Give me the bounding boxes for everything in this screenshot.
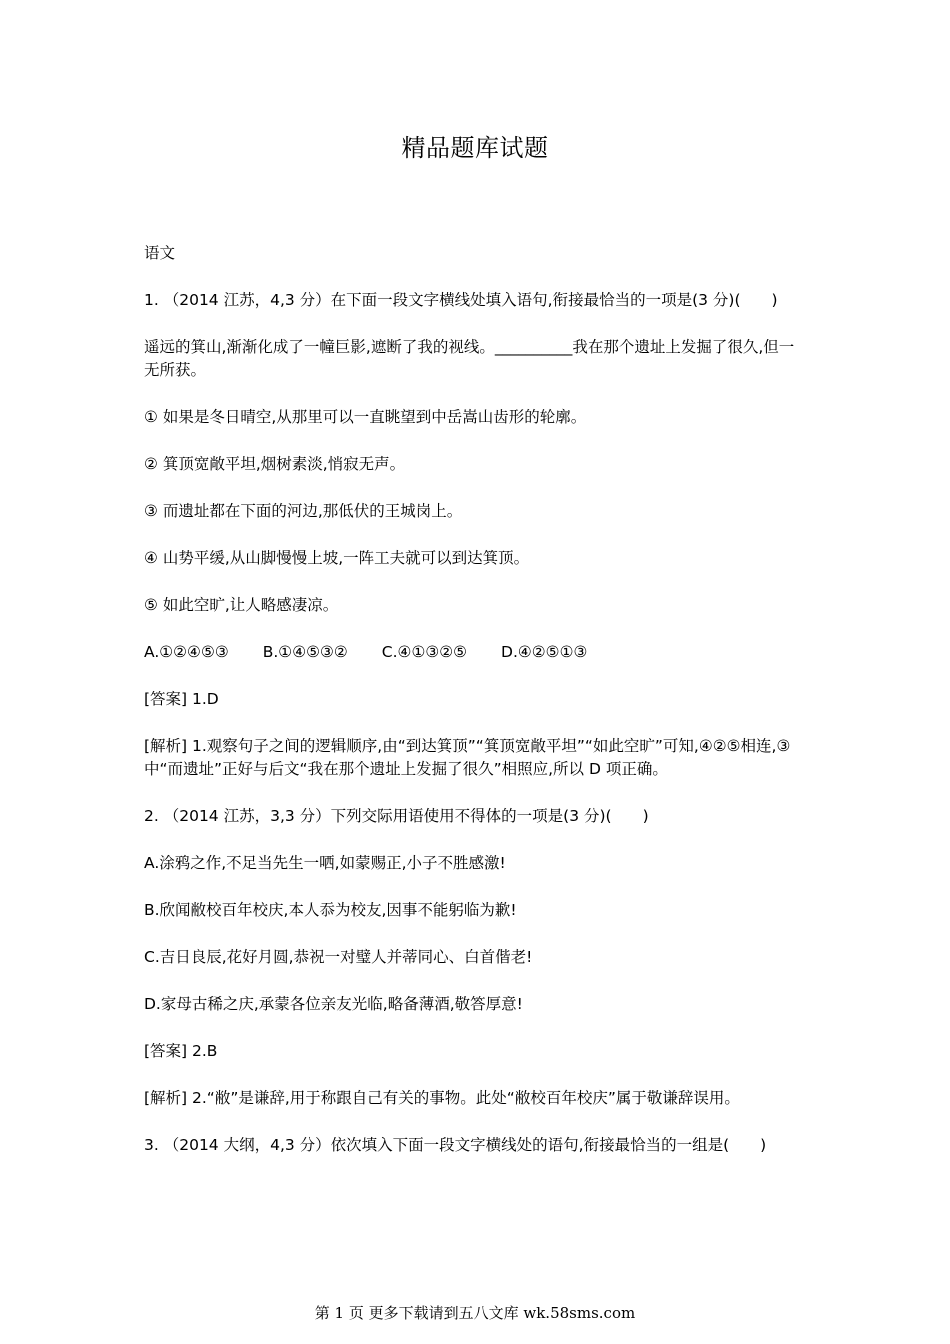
page-footer: 第 1 页 更多下载请到五八文库 wk.58sms.com [314,1304,636,1322]
question-1-item-2: ② 箕顶宽敞平坦,烟树素淡,悄寂无声。 [144,455,406,473]
subject-label: 语文 [144,244,176,262]
question-1-item-3: ③ 而遗址都在下面的河边,那低伏的王城岗上。 [144,502,463,520]
question-2-option-d: D.家母古稀之庆,承蒙各位亲友光临,略备薄酒,敬答厚意! [144,995,523,1013]
question-2-analysis: [解析] 2.“敝”是谦辞,用于称跟自己有关的事物。此处“敝校百年校庆”属于敬谦辞误用。 [144,1089,740,1107]
page-title: 精品题库试题 [401,134,549,162]
question-2-option-a: A.涂鸦之作,不足当先生一哂,如蒙赐正,小子不胜感激! [144,854,506,872]
question-1-option-b: B.①④⑤③② [262,643,348,661]
question-2-stem: 2. （2014 江苏，3,3 分）下列交际用语使用不得体的一项是(3 分)( ) [144,807,649,825]
question-1-answer: [答案] 1.D [144,690,219,708]
question-1-item-4: ④ 山势平缓,从山脚慢慢上坡,一阵工夫就可以到达箕顶。 [144,549,530,567]
question-1-options [144,641,804,664]
question-1-item-5: ⑤ 如此空旷,让人略感凄凉。 [144,596,339,614]
question-2-option-b: B.欣闻敝校百年校庆,本人忝为校友,因事不能躬临为歉! [144,901,517,919]
question-1-item-1: ① 如果是冬日晴空,从那里可以一直眺望到中岳嵩山齿形的轮廓。 [144,408,587,426]
question-3-stem: 3. （2014 大纲，4,3 分）依次填入下面一段文字横线处的语句,衔接最恰当的一组是( ) [144,1136,767,1154]
question-1-option-c: C.④①③②⑤ [381,643,468,661]
question-1-stem: 1. （2014 江苏，4,3 分）在下面一段文字横线处填入语句,衔接最恰当的一项是(3 分)( ) [144,291,778,309]
question-1-option-a: A.①②④⑤③ [144,643,229,661]
question-1-passage: 遥远的箕山,渐渐化成了一幢巨影,遮断了我的视线。__________我在那个遗址上发掘了很久,但一无所获。 [144,338,795,379]
question-1-option-d: D.④②⑤①③ [501,643,588,661]
question-1-analysis: [解析] 1.观察句子之间的逻辑顺序,由“到达箕顶”“箕顶宽敞平坦”“如此空旷”可知,④②⑤相连,③ 中“而遗址”正好与后文“我在那个遗址上发掘了很久”相照应,所以 D 项正确。 [144,737,791,778]
question-2-option-c: C.吉日良辰,花好月圆,恭祝一对璧人并蒂同心、白首偕老! [144,948,533,966]
question-2-answer: [答案] 2.B [144,1042,218,1060]
document-body [144,242,804,1181]
